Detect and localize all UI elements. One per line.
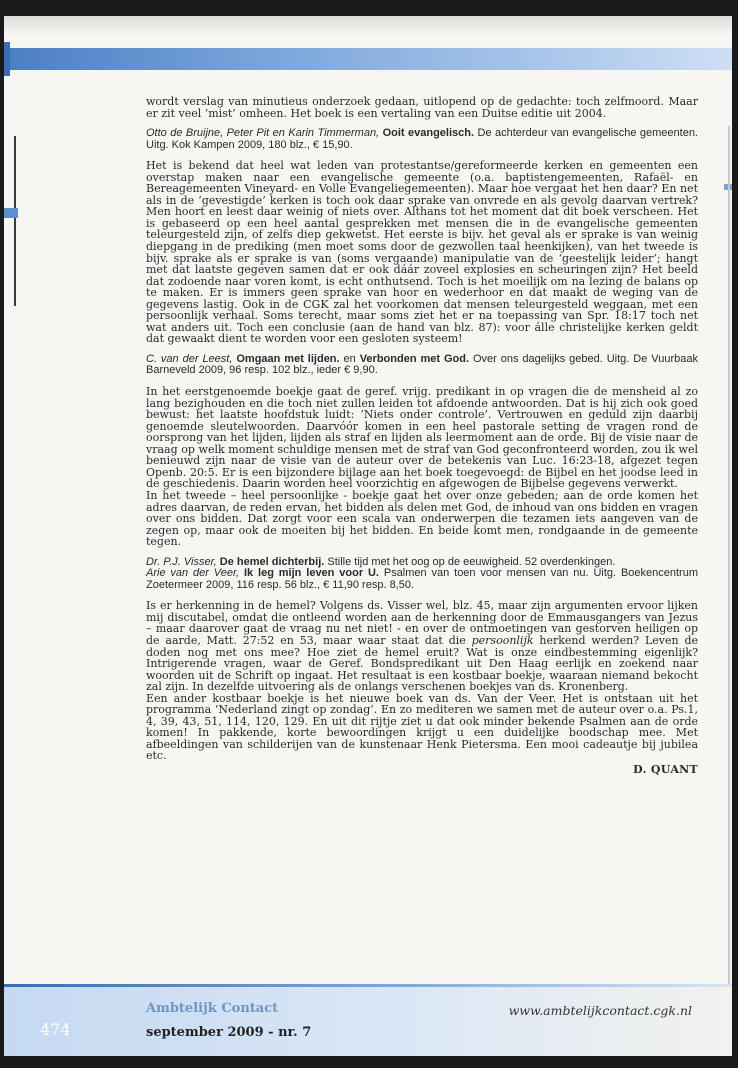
right-margin-rule — [728, 126, 730, 1006]
review3-body-1-part-b: herkend werden? Leven de doden nog met ons mee? Hoe ziet de hemel eruit? Wat is onze eindbestemming eigenlijk? Intrigerende vragen, waar de Geref. Bondspredikant uit Den Haag eerlijk en zoekend naar woorden uit de Schrift op ingaat. Het resultaat is een kostbaar boekje, waaraan niemand bekocht zal zijn. In dezelfde uitvoering als de onlangs verschenen boekjes van ds. Kronenberg. — [146, 633, 698, 694]
review1-authors: Otto de Bruijne, Peter Pit en Karin Timmerman, — [146, 127, 380, 140]
review1-title: Ooit evangelisch. — [382, 127, 475, 140]
top-shadow — [4, 16, 732, 36]
page-footer — [4, 987, 732, 1056]
review3-title-2: Ik leg mijn leven voor U. — [243, 567, 379, 580]
review2-authors: C. van der Leest, — [146, 352, 233, 365]
review2-connector: en — [339, 352, 360, 365]
page-number: 474 — [40, 1020, 71, 1039]
review2-reference — [146, 354, 698, 377]
review3-authors-2: Arie van der Veer, — [146, 567, 240, 580]
review2-details: Over ons dagelijks gebed. Uitg. De Vuurbaak Barneveld 2009, 96 resp. 102 blz., ieder € 9,90. — [146, 352, 698, 377]
review3-details-2: Psalmen van toen voor mensen van nu. Uitg. Boekencentrum Zoetermeer 2009, 116 resp. 56 blz., € 11,90 resp. 8,50. — [146, 567, 698, 591]
review1-details: De achterdeur van evangelische gemeenten. Uitg. Kok Kampen 2009, 180 blz., € 15,90. — [146, 127, 698, 151]
issue-info: september 2009 - nr. 7 — [146, 1025, 312, 1040]
review3-title-1: De hemel dichterbij. — [219, 555, 325, 568]
review1-body: Het is bekend dat heel wat leden van protestantse/gereformeerde kerken en gemeenten een overstap maken naar een evangelische gemeente (o.a. baptistengemeenten, Rafaël- en Bereagemeenten Vineyard- en Volle Evangeliegemeenten). Maar hoe vergaat het hen daar? En net als in de ‘gevestigde’ kerken is toch ook daar sprake van onvrede en als gevolg daarvan vertrek? Men hoort en leest daar weinig of niets over. Althans tot het moment dat dit boek verscheen. Het is gebaseerd op een heel aantal gesprekken met mensen die in de evangelische gemeenten teleurgesteld zijn, of zelfs diep gekwetst. Het eerste is bijv. het geval als er sprake is van weinig diepgang in de prediking (men moet soms door de gezwollen taal heenkijken), van het tweede is bijv. sprake als er sprake is van (soms vergaande) manipulatie van de ‘geestelijk leider’; hangt met dat laatste gegeven samen dat er ook dáár zoveel explosies en scheuringen zijn? Het beeld dat zodoende naar voren komt, is echt onthutsend. Toch is het moeilijk om na lezing de balans op te maken. Er is immers geen sprake van hoor en wederhoor en dat maakt de weging van de gegevens lastig. Ook in de CGK zal het voorkomen dat mensen teleurgesteld weggaan, met een persoonlijk verhaal. Soms terecht, maar soms ziet het er na toepassing van Spr. 18:17 toch net wat anders uit. Toch een conclusie (aan de hand van blz. 87): voor álle christelijke kerken geldt dat gewaakt dient te worden voor een gesloten systeem! — [146, 159, 698, 346]
website-link[interactable]: www.ambtelijkcontact.cgk.nl — [508, 1003, 692, 1018]
review3-authors-1: Dr. P.J. Visser, — [146, 555, 217, 568]
author-signature: D. QUANT — [633, 762, 698, 776]
review3-details-1: Stille tijd met het oog op de eeuwigheid. 52 overdenkingen. — [324, 555, 616, 568]
article-column — [146, 96, 698, 776]
left-margin-mark — [4, 208, 18, 218]
review3-body-1 — [146, 600, 698, 692]
review3-reference-2 — [146, 568, 698, 591]
top-band-tick — [4, 42, 10, 76]
review3-body-2: Een ander kostbaar boekje is het nieuwe boek van ds. Van der Veer. Het is ontstaan uit het programma ‘Nederland zingt op zondag’. En zo mediteren we samen met de auteur over o.a. Ps.1, 4, 39, 43, 51, 114, 120, 129. En uit dit rijtje ziet u dat ook minder bekende Psalmen aan de orde komen! In pakkende, korte bewoordingen krijgt u een duidelijke boodschap mee. Met afbeeldingen van schilderijen van de kunstenaar Henk Pietersma. Een mooi cadeautje bij jubilea etc. — [146, 691, 698, 763]
review3-body-1-part-a: Is er herkenning in de hemel? Volgens ds. Visser wel, blz. 45, maar zijn argumenten ervoor lijken mij discutabel, omdat die ontleend worden aan de herkenning door de Emmausgangers van Jezus – maar daarover gaat de vraag nu net niet! - en over de ontmoetingen van gestorven heiligen op de aarde, Matt. 27:52 en 53, maar waar staat dat die — [146, 599, 698, 647]
review1-reference — [146, 128, 698, 151]
top-color-band — [4, 48, 732, 70]
intro-paragraph: wordt verslag van minutieus onderzoek gedaan, uitlopend op de gedachte: toch zelfmoord. Maar er zit veel ‘mist’ omheen. Het boek is een vertaling van een Duitse editie uit 2004. — [146, 95, 698, 120]
left-margin-rule — [14, 136, 16, 306]
review2-body-1: In het eerstgenoemde boekje gaat de geref. vrijg. predikant in op vragen die de mensheid al zo lang bezighouden en die toch niet zullen leiden tot afdoende antwoorden. Dat is hij zich ook goed bewust: het laatste hoofdstuk luidt: ‘Niets onder controle’. Vertrouwen en geduld zijn daarbij genoemde sleutelwoorden. Daarvóór komen in een heel pastorale setting de vragen rond de oorsprong van het lijden, lijden als straf en lijden als leermoment aan de orde. Bij de visie naar de vraag op welk moment schuldige mensen met de straf van God geconfronteerd worden, zou ik wel benieuwd zijn naar de visie van de auteur over de betekenis van Luc. 16:23-18, afgezet tegen Openb. 20:5. Er is een bijzondere bijlage aan het boek toegevoegd: de Bijbel en het joodse leed in de geschiedenis. Daarin worden heel voorzichtig en afgewogen de Bijbelse gegevens verwerkt. — [146, 385, 698, 491]
magazine-title: Ambtelijk Contact — [146, 1001, 279, 1016]
review2-body-2: In het tweede – heel persoonlijke - boekje gaat het over onze gebeden; aan de orde komen het adres daarvan, de reden ervan, het bidden als delen met God, de inhoud van ons bidden en vragen over ons bidden. Dat zorgt voor een scala van onderwerpen die tezamen iets aangeven van de zegen op, maar ook de moeiten bij het bidden. En beide komt men, rondgaande in de gemeente tegen. — [146, 488, 698, 549]
magazine-page — [4, 16, 732, 1056]
review2-title-1: Omgaan met lijden. — [236, 352, 340, 365]
review3-body-1-emphasis: persoonlijk — [471, 633, 534, 647]
review2-title-2: Verbonden met God. — [359, 352, 470, 365]
